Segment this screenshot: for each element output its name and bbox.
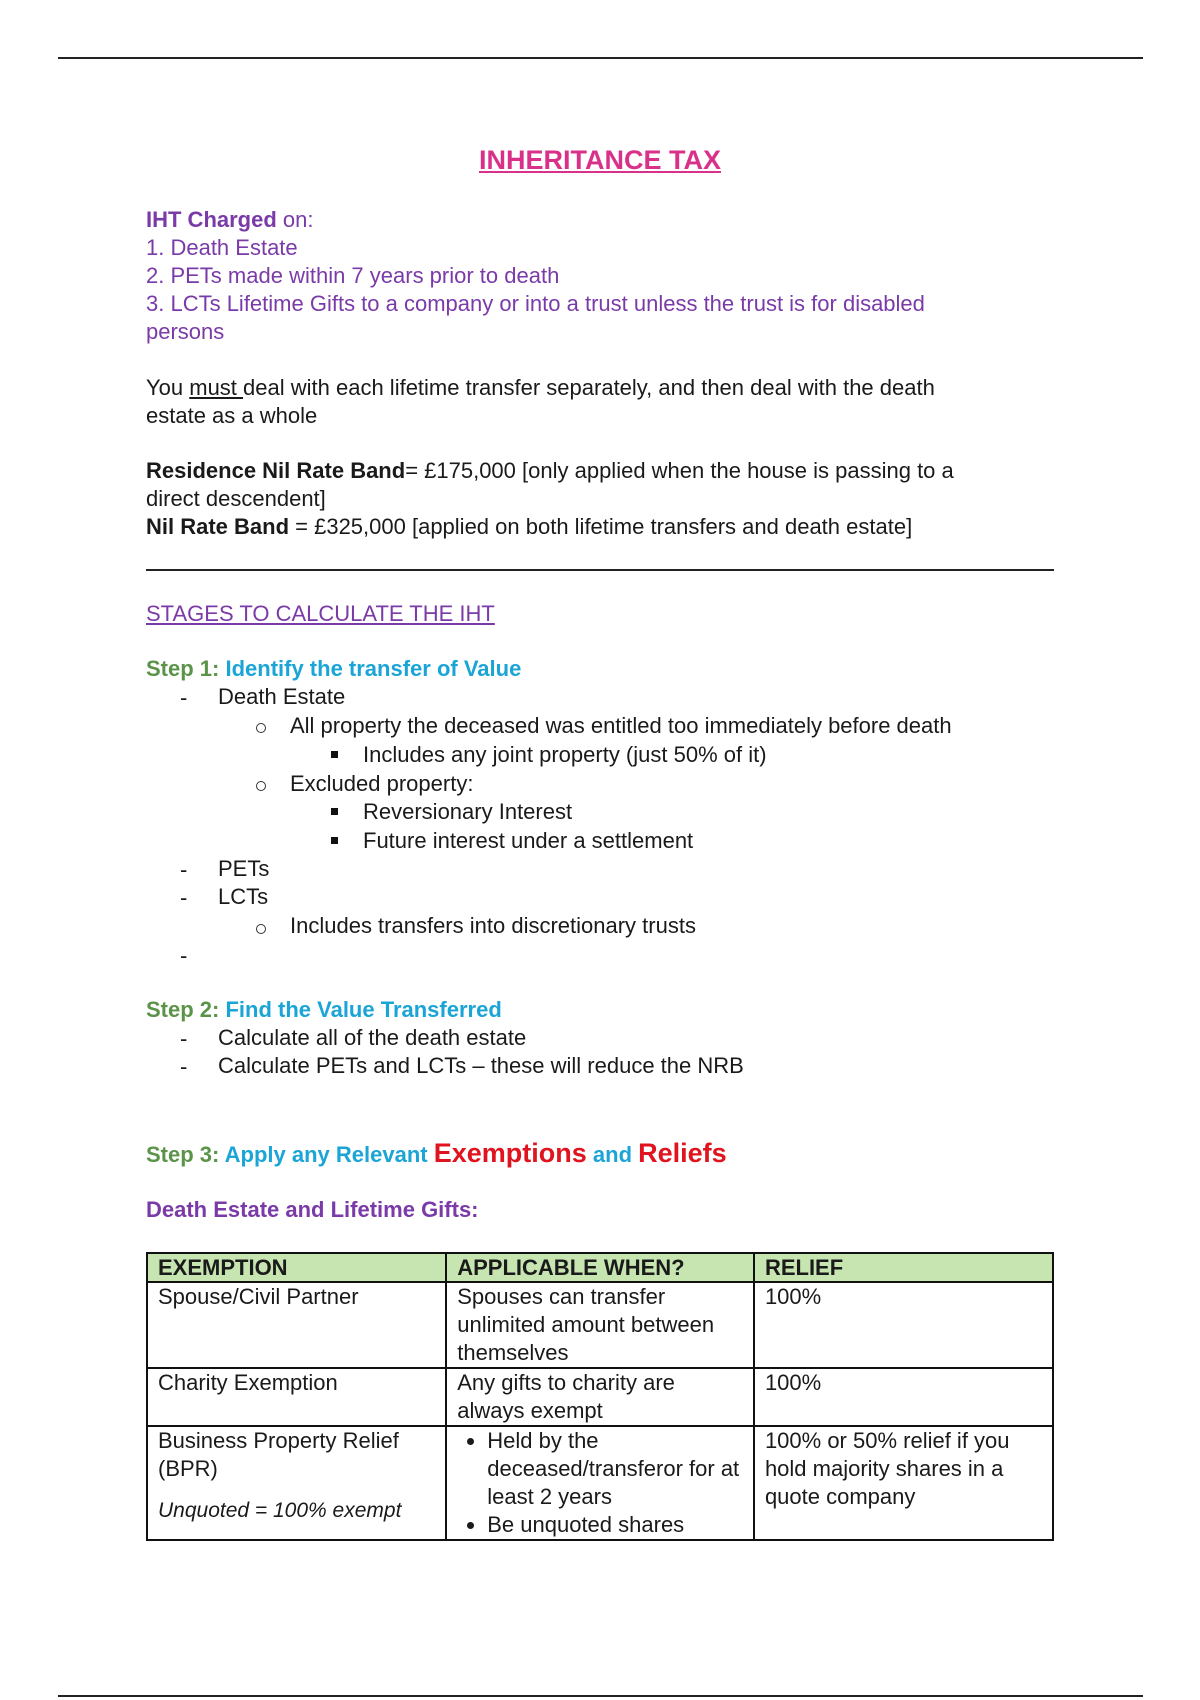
dash-bullet: - bbox=[180, 885, 188, 910]
exemption-cell: Spouse/Civil Partner bbox=[147, 1282, 446, 1368]
exemptions-text: Exemptions bbox=[433, 1138, 587, 1168]
when-cell: Spouses can transfer unlimited amount between themselves bbox=[446, 1282, 754, 1368]
reversionary-item: Reversionary Interest bbox=[363, 799, 573, 824]
bpr-label: Business Property Relief (BPR) bbox=[158, 1428, 399, 1481]
charged-heading-bold: IHT Charged bbox=[146, 207, 277, 232]
section-divider bbox=[146, 569, 1054, 571]
charged-item: 1. Death Estate bbox=[146, 235, 298, 260]
relief-cell: 100% bbox=[754, 1282, 1053, 1368]
exemptions-table bbox=[146, 1252, 1054, 1541]
circle-bullet bbox=[256, 924, 266, 934]
charged-item: persons bbox=[146, 319, 225, 344]
rnrb-label: Residence Nil Rate Band bbox=[146, 458, 406, 483]
dash-bullet: - bbox=[180, 1054, 188, 1079]
bands-section: Residence Nil Rate Band= £175,000 [only applied when the house is passing to a direct descendent] Nil Rate Band = £325,000 [applied on both lifetime transfers and death estate] bbox=[146, 458, 954, 539]
page-title: INHERITANCE TAX bbox=[479, 145, 721, 175]
excluded-property-item: Excluded property: bbox=[290, 771, 474, 796]
step2-heading: Step 2: Find the Value Transferred bbox=[146, 997, 502, 1022]
step2-item: Calculate all of the death estate bbox=[218, 1025, 527, 1050]
charged-item: 3. LCTs Lifetime Gifts to a company or into a trust unless the trust is for disabled bbox=[146, 291, 925, 316]
exemption-cell: Charity Exemption bbox=[147, 1368, 446, 1426]
joint-property-item: Includes any joint property (just 50% of it) bbox=[363, 742, 767, 767]
charged-section bbox=[146, 206, 1066, 346]
table-header: APPLICABLE WHEN? bbox=[446, 1253, 754, 1282]
relief-cell: 100% bbox=[754, 1368, 1053, 1426]
charged-heading bbox=[146, 206, 1066, 234]
nrb-label: Nil Rate Band bbox=[146, 514, 290, 539]
square-bullet bbox=[331, 837, 338, 844]
step1-heading: Step 1: Identify the transfer of Value bbox=[146, 656, 522, 681]
reliefs-text: Reliefs bbox=[638, 1138, 727, 1168]
list-item: • Be unquoted shares bbox=[487, 1511, 743, 1539]
bottom-rule bbox=[58, 1695, 1143, 1697]
table-row bbox=[147, 1282, 1053, 1368]
dash-bullet: - bbox=[180, 857, 188, 882]
lifetime-note: You must deal with each lifetime transfer separately, and then deal with the death estate as a whole bbox=[146, 375, 935, 428]
unquoted-note: Unquoted = 100% exempt bbox=[158, 1499, 402, 1522]
table-row bbox=[147, 1426, 1053, 1540]
charged-item: 2. PETs made within 7 years prior to death bbox=[146, 263, 560, 288]
square-bullet bbox=[331, 808, 338, 815]
table-header-row bbox=[147, 1253, 1053, 1282]
dash-bullet: - bbox=[180, 1026, 188, 1051]
circle-bullet bbox=[256, 781, 266, 791]
step2-item: Calculate PETs and LCTs – these will reduce the NRB bbox=[218, 1053, 744, 1078]
charged-heading-rest: on: bbox=[276, 207, 314, 232]
table-header: RELIEF bbox=[754, 1253, 1053, 1282]
when-cell bbox=[446, 1426, 754, 1540]
relief-cell: 100% or 50% relief if you hold majority shares in a quote company bbox=[754, 1426, 1053, 1540]
must-text: must bbox=[189, 375, 244, 400]
list-item: • Held by the deceased/transferor for at least 2 years bbox=[487, 1427, 743, 1511]
stages-heading: STAGES TO CALCULATE THE IHT bbox=[146, 601, 495, 626]
table-header: EXEMPTION bbox=[147, 1253, 446, 1282]
all-property-item: All property the deceased was entitled too immediately before death bbox=[290, 713, 952, 738]
when-cell: Any gifts to charity are always exempt bbox=[446, 1368, 754, 1426]
bpr-conditions bbox=[451, 1427, 743, 1539]
discretionary-item: Includes transfers into discretionary trusts bbox=[290, 913, 696, 938]
step3-heading: Step 3: Apply any Relevant Exemptions and Reliefs bbox=[146, 1138, 727, 1168]
pets-item: PETs bbox=[218, 856, 270, 881]
gifts-heading: Death Estate and Lifetime Gifts: bbox=[146, 1197, 479, 1222]
empty-dash-bullet: - bbox=[180, 943, 188, 968]
lcts-item: LCTs bbox=[218, 884, 269, 909]
top-rule bbox=[58, 57, 1143, 59]
death-estate-item: Death Estate bbox=[218, 684, 346, 709]
circle-bullet bbox=[256, 723, 266, 733]
future-interest-item: Future interest under a settlement bbox=[363, 828, 694, 853]
dash-bullet: - bbox=[180, 685, 188, 710]
square-bullet bbox=[331, 751, 338, 758]
exemption-cell bbox=[147, 1426, 446, 1540]
table-row bbox=[147, 1368, 1053, 1426]
